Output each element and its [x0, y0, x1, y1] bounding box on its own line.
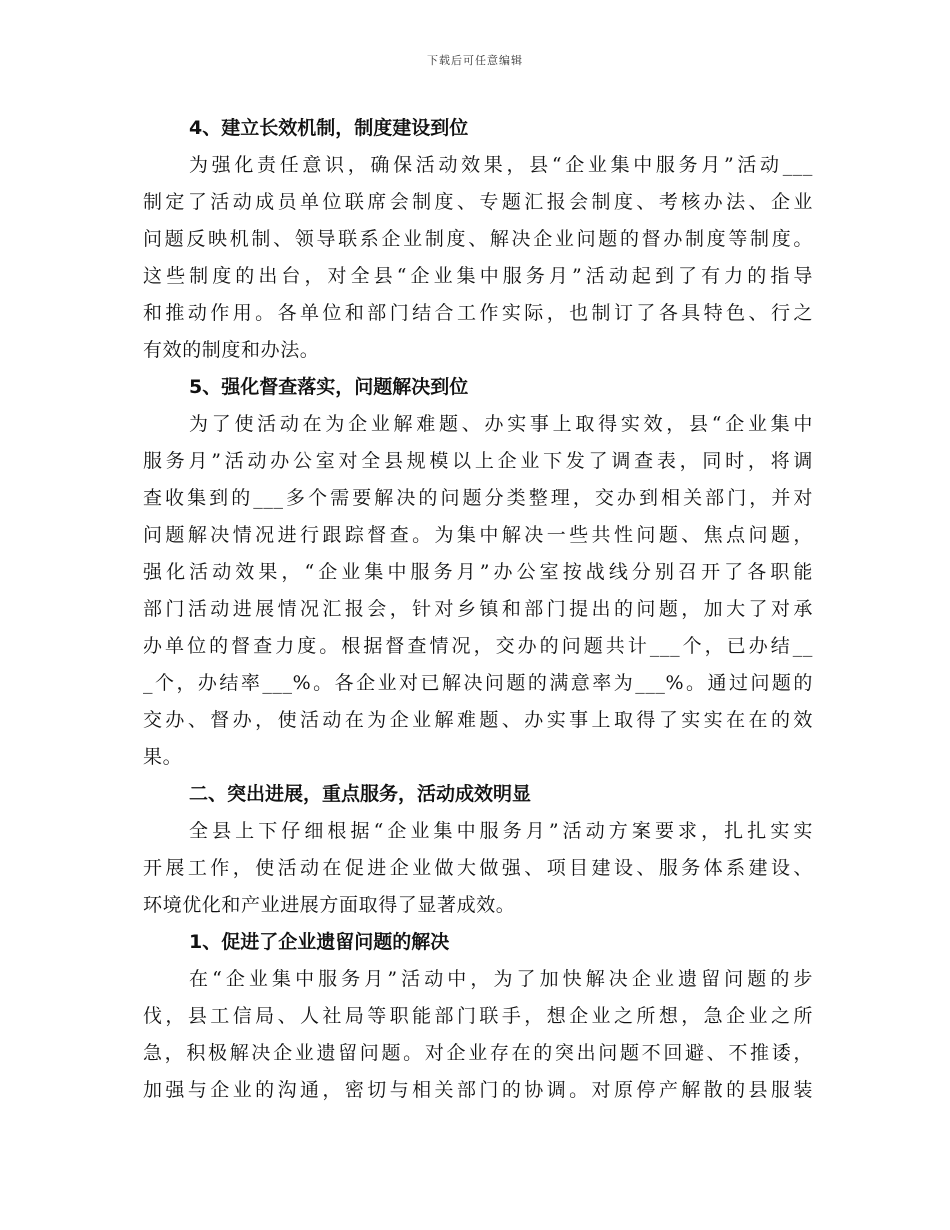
- paragraph-line: 有效的制度和办法。: [143, 339, 320, 361]
- paragraph-line: 问题反映机制、领导联系企业制度、解决企业问题的督办制度等制度。: [143, 228, 813, 250]
- paragraph-line: 办单位的督查力度。根据督查情况，交办的问题共计___个，已办结__: [143, 635, 813, 657]
- paragraph-line: 开展工作，使活动在促进企业做大做强、项目建设、服务体系建设、: [143, 857, 813, 879]
- paragraph: [143, 961, 813, 1109]
- paragraph-line: 制定了活动成员单位联席会制度、专题汇报会制度、考核办法、企业: [143, 191, 813, 213]
- paragraph: [143, 813, 813, 924]
- page-header-note: 下载后可任意编辑: [427, 54, 523, 67]
- paragraph-line: 交办、督办，使活动在为企业解难题、办实事上取得了实实在在的效: [143, 709, 813, 731]
- document-body: [143, 110, 813, 1109]
- paragraph-line: 和推动作用。各单位和部门结合工作实际，也制订了各具特色、行之: [143, 302, 813, 324]
- paragraph: [143, 147, 813, 369]
- paragraph-line: 伐，县工信局、人社局等职能部门联手，想企业之所想，急企业之所: [143, 1005, 813, 1027]
- paragraph-line: _个，办结率___%。各企业对已解决问题的满意率为___%。通过问题的: [143, 672, 813, 694]
- section-heading: 5、强化督查落实，问题解决到位: [189, 376, 469, 398]
- section-heading: 二、突出进展，重点服务，活动成效明显: [189, 783, 532, 805]
- paragraph: [143, 406, 813, 776]
- paragraph-line: 这些制度的出台，对全县“企业集中服务月”活动起到了有力的指导: [143, 265, 813, 287]
- paragraph-line: 服务月”活动办公室对全县规模以上企业下发了调查表，同时，将调: [143, 450, 813, 472]
- paragraph-line: 强化活动效果，“企业集中服务月”办公室按战线分别召开了各职能: [143, 561, 813, 583]
- paragraph-line: 为强化责任意识，确保活动效果，县“企业集中服务月”活动___: [189, 154, 813, 176]
- paragraph-line: 在“企业集中服务月”活动中，为了加快解决企业遗留问题的步: [189, 968, 813, 990]
- paragraph-line: 急，积极解决企业遗留问题。对企业存在的突出问题不回避、不推诿，: [143, 1042, 813, 1064]
- paragraph-line: 问题解决情况进行跟踪督查。为集中解决一些共性问题、焦点问题，: [143, 524, 813, 546]
- section-heading: 4、建立长效机制，制度建设到位: [189, 117, 469, 139]
- section-heading: 1、促进了企业遗留问题的解决: [189, 931, 450, 953]
- paragraph-line: 加强与企业的沟通，密切与相关部门的协调。对原停产解散的县服装: [143, 1079, 813, 1101]
- paragraph-line: 果。: [143, 746, 183, 768]
- paragraph-line: 查收集到的___多个需要解决的问题分类整理，交办到相关部门，并对: [143, 487, 813, 509]
- paragraph-line: 全县上下仔细根据“企业集中服务月”活动方案要求，扎扎实实: [189, 820, 813, 842]
- paragraph-line: 环境优化和产业进展方面取得了显著成效。: [143, 894, 516, 916]
- paragraph-line: 部门活动进展情况汇报会，针对乡镇和部门提出的问题，加大了对承: [143, 598, 813, 620]
- paragraph-line: 为了使活动在为企业解难题、办实事上取得实效，县“企业集中: [189, 413, 813, 435]
